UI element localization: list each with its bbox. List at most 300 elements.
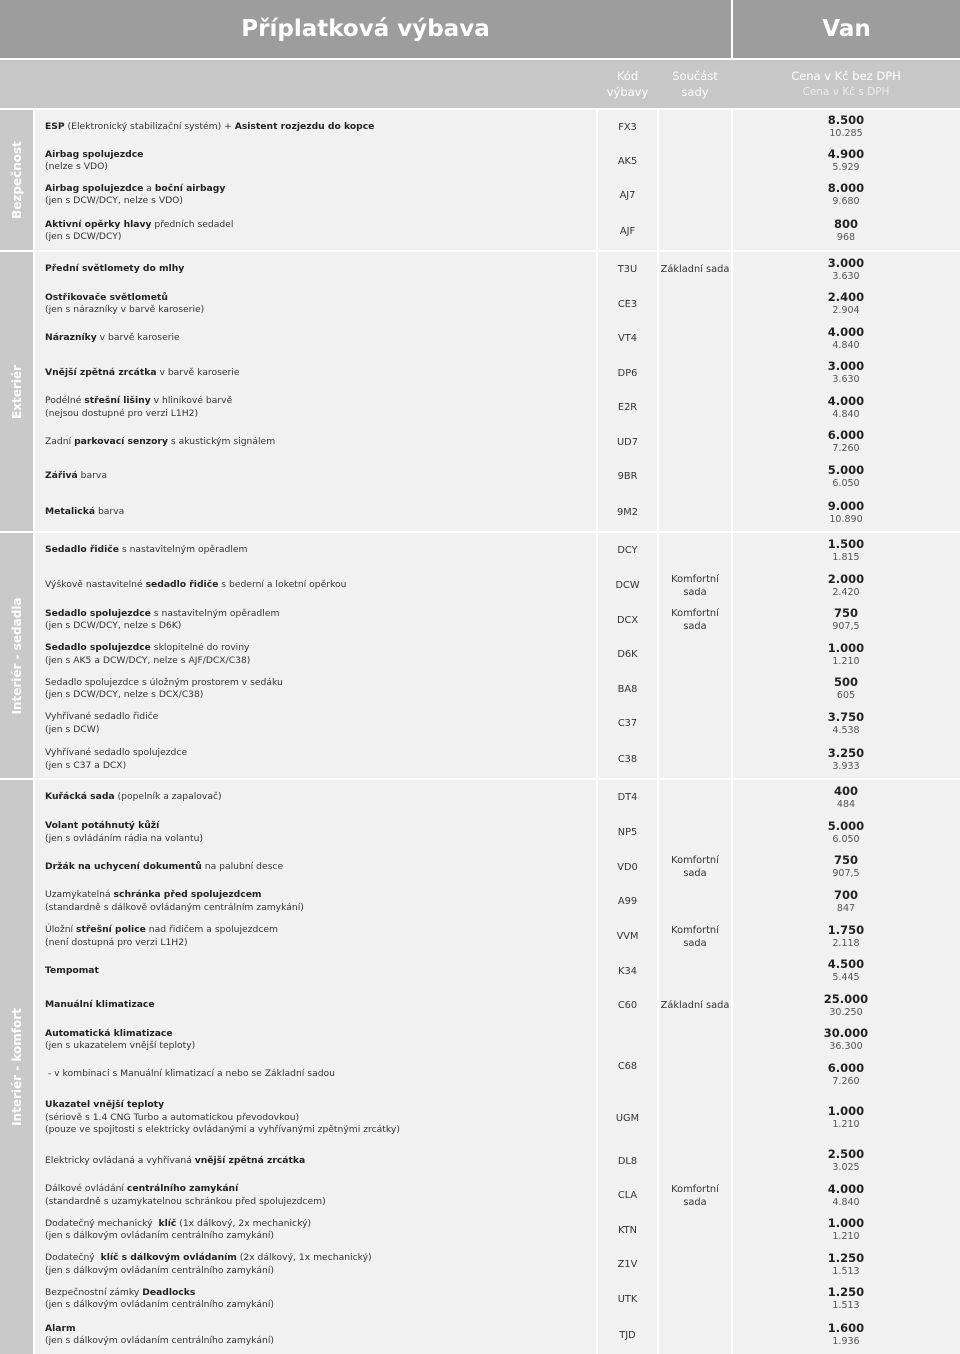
price-vat-header: Cena v Kč s DPH [802, 86, 890, 98]
option-code: D6K [617, 649, 638, 660]
price-without-vat: 500 [833, 675, 858, 689]
option-name-part: Výškově nastavitelné [45, 579, 146, 591]
option-name-part: Ostřikovače světlometů [45, 291, 168, 303]
option-name-part: parkovací senzory [74, 435, 168, 447]
option-name [45, 999, 595, 1012]
price-with-vat: 1.815 [832, 551, 860, 563]
option-name-part: Podélné [45, 395, 85, 406]
option-price [760, 741, 932, 778]
price-without-vat: 4.500 [827, 957, 865, 971]
option-price [760, 321, 932, 356]
option-name-part: sedadlo řidiče [145, 579, 219, 591]
option-note: (jen s DCW) [45, 723, 100, 735]
price-with-vat: 5.929 [832, 162, 860, 173]
price-with-vat: 1.513 [832, 1265, 860, 1277]
price-without-vat: 400 [833, 783, 858, 798]
price-without-vat: 4.000 [827, 393, 865, 408]
price-without-vat: 1.000 [827, 1104, 865, 1118]
price-without-vat: 1.250 [827, 1250, 865, 1265]
option-description [45, 850, 595, 884]
option-name-part: s akustickým signálem [167, 435, 276, 447]
page-title: Příplatková výbava [241, 16, 490, 42]
price-without-vat: 1.600 [827, 1321, 865, 1335]
price-without-vat: 800 [833, 217, 858, 231]
table-row [0, 1144, 960, 1178]
option-code: DCY [617, 545, 638, 556]
option-price [760, 919, 932, 954]
option-description [45, 1023, 595, 1057]
option-description [45, 603, 595, 637]
option-name [45, 506, 595, 519]
option-note: (pouze ve spojitosti s elektricky ovládanými a vyhřívanými zpětnými zrcátky) [45, 1124, 400, 1136]
option-description [45, 706, 595, 741]
option-code: CLA [617, 1190, 638, 1201]
option-note: (nejsou dostupné pro verzi L1H2) [45, 407, 199, 419]
option-name [45, 183, 595, 196]
option-name-part: Manuální klimatizace [45, 999, 155, 1011]
option-price [760, 212, 932, 250]
option-description [45, 1247, 595, 1282]
option-name-part: Zářivá [45, 470, 78, 482]
price-without-vat: 3.000 [827, 359, 865, 373]
option-name-part: Sedadlo spolujezdce s úložným prostorem v sedáku [45, 676, 283, 688]
option-note: (jen s DCW/DCY, nelze s VDO) [45, 195, 183, 206]
price-without-vat: 2.400 [827, 290, 865, 304]
price-with-vat: 3.933 [832, 760, 860, 772]
option-description [45, 1178, 595, 1213]
price-without-vat: 9.000 [827, 498, 865, 513]
option-description [45, 1092, 595, 1144]
price-with-vat: 36.300 [829, 1041, 863, 1052]
option-note: (jen s DCW/DCY, nelze s D6K) [45, 620, 182, 631]
option-name-part: v hliníkové barvě [150, 395, 233, 406]
option-price [760, 672, 932, 706]
section-label: Bezpečnost [9, 141, 24, 219]
option-name-part: Automatická klimatizace [45, 1027, 173, 1039]
option-description [45, 780, 595, 815]
option-name-part: sklopitelné do roviny [150, 642, 250, 653]
option-note: (jen s C37 a DCX) [45, 759, 127, 771]
option-price [760, 178, 932, 212]
option-description [45, 390, 595, 425]
option-description [45, 568, 595, 603]
option-name-part: Dodatečný [45, 1252, 101, 1263]
price-with-vat: 6.050 [832, 477, 860, 489]
option-name-part: Úložní [45, 924, 77, 935]
option-price [760, 815, 932, 850]
option-set: Komfortní sada [671, 924, 719, 949]
table-row [0, 672, 960, 706]
option-code: C38 [617, 754, 638, 765]
option-name-part: s nastavitelným opěradlem [118, 544, 248, 556]
option-price [760, 459, 932, 494]
table-row [0, 533, 960, 568]
option-name-part: Airbag spolujezdce [45, 148, 144, 160]
price-without-vat: 3.250 [827, 745, 865, 760]
option-description [45, 494, 595, 531]
price-with-vat: 847 [836, 902, 856, 914]
price-with-vat: 2.420 [832, 586, 860, 598]
option-name [45, 791, 595, 804]
price-with-vat: 2.118 [832, 937, 860, 949]
option-note: (není dostupná pro verzi L1H2) [45, 936, 188, 948]
code-header-line-2: výbavy [606, 85, 649, 99]
option-code: C37 [617, 718, 638, 729]
price-without-vat: 8.000 [827, 181, 865, 195]
option-description [45, 741, 595, 778]
table-row [0, 1057, 960, 1092]
table-row [0, 1316, 960, 1354]
price-with-vat: 1.210 [832, 1231, 860, 1242]
title-banner [0, 0, 731, 58]
option-code: VT4 [618, 333, 637, 344]
table-row [0, 919, 960, 954]
option-name-part: střešní police [76, 924, 146, 935]
option-code: FX3 [618, 121, 637, 133]
price-without-vat: 700 [833, 887, 858, 902]
option-name [45, 861, 595, 874]
option-price [760, 1023, 932, 1057]
option-code: DT4 [617, 792, 638, 803]
option-name [45, 1218, 595, 1231]
price-without-vat: 3.750 [827, 709, 865, 724]
option-set: Komfortní sada [671, 608, 719, 632]
option-price [760, 1092, 932, 1144]
option-note: (jen s dálkovým ovládaním centrálního zamykání) [45, 1335, 274, 1346]
option-description [45, 425, 595, 459]
option-name-part: (1x dálkový, 2x mechanický) [176, 1217, 312, 1229]
price-with-vat: 9.680 [832, 196, 860, 207]
option-description [45, 533, 595, 568]
option-price [760, 1057, 932, 1092]
option-name-part: střešní lišiny [84, 395, 151, 406]
option-name [45, 121, 595, 134]
option-name-part: v barvě karoserie [96, 332, 180, 344]
option-price [760, 110, 932, 144]
option-name-part: ESP [45, 120, 65, 132]
option-name [45, 889, 595, 902]
table-row [0, 1282, 960, 1316]
price-with-vat: 10.285 [829, 128, 863, 139]
price-with-vat: 907,5 [832, 621, 860, 632]
option-description [45, 321, 595, 356]
option-name-part: s bederní a loketní opěrkou [218, 579, 347, 591]
option-description [45, 1316, 595, 1354]
option-code: K34 [618, 965, 637, 977]
option-name-part: barva [95, 506, 125, 518]
option-name-part: Sedadlo spolujezdce [45, 642, 151, 653]
option-price [760, 287, 932, 321]
price-with-vat: 3.630 [832, 270, 860, 282]
table-row [0, 954, 960, 988]
price-without-vat: 1.250 [827, 1285, 865, 1299]
option-code: CE3 [617, 298, 638, 310]
option-price [760, 356, 932, 390]
option-name-part: s nastavitelným opěradlem [150, 607, 280, 619]
option-name [45, 395, 595, 408]
price-with-vat: 968 [836, 232, 856, 243]
option-code: Z1V [617, 1259, 638, 1270]
option-code: AJF [619, 225, 636, 237]
table-row [0, 815, 960, 850]
option-note: (jen s DCW/DCY) [45, 231, 122, 242]
option-name [45, 820, 595, 833]
option-code: DL8 [617, 1155, 638, 1167]
option-code: KTN [618, 1224, 637, 1236]
option-name [45, 747, 595, 760]
table-row [0, 212, 960, 250]
price-without-vat: 30.000 [823, 1026, 869, 1040]
price-without-vat: 1.000 [827, 640, 865, 655]
price-with-vat: 1.513 [832, 1300, 860, 1311]
option-name-part: klíč s dálkovým ovládaním [100, 1252, 237, 1263]
table-row [0, 568, 960, 603]
price-without-vat: 4.000 [827, 324, 865, 339]
table-row [0, 287, 960, 321]
option-code: UGM [615, 1112, 640, 1124]
table-row [0, 1213, 960, 1247]
option-code: T3U [617, 264, 638, 275]
table-row [0, 356, 960, 390]
table-row [0, 144, 960, 178]
table-row [0, 1247, 960, 1282]
option-description [45, 988, 595, 1023]
option-note: (jen s AK5 a DCW/DCY, nelze s AJF/DCX/C38) [45, 654, 251, 666]
option-name-part: Držák na uchycení dokumentů [45, 860, 202, 872]
option-price [760, 1144, 932, 1178]
price-with-vat: 4.840 [832, 339, 860, 351]
price-with-vat: 10.890 [829, 513, 863, 525]
price-with-vat: 4.840 [832, 1196, 860, 1208]
price-with-vat: 3.630 [832, 374, 860, 385]
option-price [760, 1178, 932, 1213]
option-description [45, 252, 595, 287]
option-name-part: boční airbagy [154, 182, 226, 194]
option-description [45, 672, 595, 706]
option-set: Komfortní sada [671, 573, 719, 598]
price-with-vat: 4.538 [832, 724, 860, 736]
option-name-part: Volant potáhnutý kůží [45, 820, 160, 831]
model-title: Van [822, 16, 871, 42]
option-name [45, 1028, 595, 1041]
option-price [760, 390, 932, 425]
option-code: 9BR [617, 471, 638, 482]
option-name [45, 1252, 595, 1265]
code-column-header [600, 60, 655, 108]
option-price [760, 533, 932, 568]
option-name [45, 263, 595, 276]
option-name-part: (Elektronický stabilizační systém) + [64, 120, 235, 132]
price-without-vat: 1.000 [827, 1216, 865, 1230]
table-row [0, 884, 960, 919]
option-name-part: Vyhřívané sedadlo spolujezdce [45, 747, 188, 758]
option-name-part: Kuřácká sada [45, 791, 115, 803]
option-price [760, 850, 932, 884]
option-note: (jen s ovládáním rádia na volantu) [45, 832, 203, 844]
option-name-part: vnější zpětná zrcátka [194, 1154, 306, 1166]
price-without-vat: 5.000 [827, 818, 865, 833]
price-column-header [760, 60, 932, 108]
option-code: NP5 [617, 827, 638, 838]
option-name [45, 924, 595, 937]
option-note: (jen s dálkovým ovládaním centrálního zamykání) [45, 1264, 274, 1276]
option-code: UTK [617, 1293, 638, 1305]
option-price [760, 425, 932, 459]
option-price [760, 1213, 932, 1247]
option-name-part: Dálkové ovládání [45, 1183, 127, 1194]
option-description [45, 212, 595, 250]
option-name-part: Ukazatel vnější teploty [45, 1099, 165, 1111]
option-name [45, 1155, 595, 1168]
option-name-part: klíč [158, 1217, 177, 1229]
price-without-vat: 2.000 [827, 571, 865, 586]
option-price [760, 568, 932, 603]
option-name [45, 1068, 595, 1081]
table-row [0, 850, 960, 884]
option-name [45, 292, 595, 305]
section-label: Interiér - sedadla [9, 596, 24, 715]
option-name-part: centrálního zamykání [126, 1183, 239, 1194]
option-set: Komfortní sada [671, 855, 719, 879]
table-row [0, 988, 960, 1023]
option-price [760, 603, 932, 637]
price-without-vat: 6.000 [827, 1060, 865, 1075]
option-price [760, 884, 932, 919]
option-name [45, 149, 595, 162]
set-header-line-1: Součást [672, 69, 718, 83]
option-name-part: Sedadlo spolujezdce [45, 607, 151, 619]
option-name-part: Tempomat [45, 964, 99, 976]
option-code: BA8 [617, 683, 638, 695]
table-row [0, 603, 960, 637]
option-name [45, 1287, 595, 1300]
price-with-vat: 1.210 [832, 1119, 860, 1130]
price-without-vat: 4.900 [827, 147, 865, 161]
option-description [45, 954, 595, 988]
option-name [45, 470, 595, 483]
price-without-vat: 1.500 [827, 536, 865, 551]
option-code: VVM [616, 931, 639, 942]
price-with-vat: 7.260 [832, 443, 860, 454]
option-name-part: na palubní desce [201, 860, 284, 872]
price-without-vat: 1.750 [827, 922, 865, 937]
option-code: A99 [617, 896, 638, 907]
option-code: TJD [619, 1329, 636, 1341]
option-name-part: Aktivní opěrky hlavy [45, 218, 152, 230]
option-description [45, 356, 595, 390]
price-without-vat: 5.000 [827, 462, 865, 477]
option-note: (jen s DCW/DCY, nelze s DCX/C38) [45, 689, 204, 700]
model-banner [733, 0, 960, 58]
option-name-part: (2x dálkový, 1x mechanický) [236, 1252, 372, 1263]
option-name-part: (popelník a zapalovač) [114, 791, 222, 803]
price-with-vat: 5.445 [832, 972, 860, 983]
option-name-part: Sedadlo řidiče [45, 544, 119, 556]
table-row [0, 1092, 960, 1144]
table-row [0, 780, 960, 815]
set-header-line-2: sady [681, 85, 709, 99]
option-description [45, 815, 595, 850]
option-name [45, 367, 595, 380]
price-with-vat: 2.904 [832, 305, 860, 316]
option-description [45, 1213, 595, 1247]
option-name [45, 1099, 595, 1112]
table-row [0, 425, 960, 459]
option-name [45, 1323, 595, 1336]
option-name-part: nad řidičem a spolujezdcem [145, 924, 278, 935]
column-divider [596, 110, 598, 1354]
option-code: C68 [617, 1060, 638, 1072]
option-name [45, 642, 595, 655]
option-name-part: Alarm [45, 1322, 76, 1334]
price-with-vat: 1.936 [832, 1336, 860, 1347]
option-price [760, 144, 932, 178]
option-note: (standardně s uzamykatelnou schránkou před spolujezdcem) [45, 1195, 326, 1207]
price-header: Cena v Kč bez DPH [791, 69, 901, 83]
option-price [760, 954, 932, 988]
option-code: AJ7 [619, 189, 636, 201]
table-row [0, 110, 960, 144]
option-code: UD7 [617, 436, 638, 448]
option-name-part: Elektricky ovládaná a vyhřívaná [45, 1154, 195, 1166]
option-name [45, 711, 595, 724]
option-code: DP6 [617, 367, 638, 379]
option-name-part: Deadlocks [142, 1286, 196, 1298]
option-description [45, 919, 595, 954]
option-description [45, 178, 595, 212]
option-description [45, 1282, 595, 1316]
price-without-vat: 3.000 [827, 255, 865, 270]
option-name-part: Airbag spolujezdce [45, 182, 144, 194]
option-name-part: Asistent rozjezdu do kopce [234, 120, 375, 132]
option-name-part: Uzamykatelná [45, 889, 114, 900]
option-code: E2R [617, 402, 638, 413]
price-with-vat: 484 [836, 798, 856, 810]
option-description [45, 144, 595, 178]
option-name [45, 965, 595, 978]
price-with-vat: 7.260 [832, 1075, 860, 1087]
option-price [760, 1316, 932, 1354]
price-without-vat: 750 [833, 853, 858, 867]
price-with-vat: 605 [836, 690, 856, 701]
price-with-vat: 1.210 [832, 655, 860, 667]
column-divider [731, 110, 733, 1354]
section-label: Interiér - komfort [9, 1008, 24, 1126]
option-name-part: Vnější zpětná zrcátka [45, 366, 157, 378]
table-row [0, 637, 960, 672]
option-name-part: v barvě karoserie [156, 366, 240, 378]
price-without-vat: 2.500 [827, 1147, 865, 1161]
price-without-vat: 750 [833, 606, 858, 620]
table-row [0, 390, 960, 425]
option-name [45, 608, 595, 621]
option-name [45, 219, 595, 232]
price-with-vat: 907,5 [832, 868, 860, 879]
option-note: (nelze s VDO) [45, 161, 108, 172]
option-note: (jen s dálkovým ovládaním centrálního zamykání) [45, 1299, 274, 1310]
option-name-part: Dodatečný mechanický [45, 1217, 159, 1229]
option-name [45, 579, 595, 592]
price-with-vat: 4.840 [832, 408, 860, 420]
price-without-vat: 25.000 [823, 991, 869, 1006]
option-set: Základní sada [660, 264, 730, 275]
option-code: 9M2 [617, 507, 638, 518]
option-note: (standardně s dálkově ovládaným centrálním zamykání) [45, 901, 304, 913]
option-name-part: schránka před spolujezdcem [113, 889, 262, 900]
option-name-part: Zadní [45, 435, 75, 447]
option-name-part: - v kombinaci s Manuální klimatizací a nebo se Základní sadou [45, 1068, 335, 1080]
option-description [45, 459, 595, 494]
